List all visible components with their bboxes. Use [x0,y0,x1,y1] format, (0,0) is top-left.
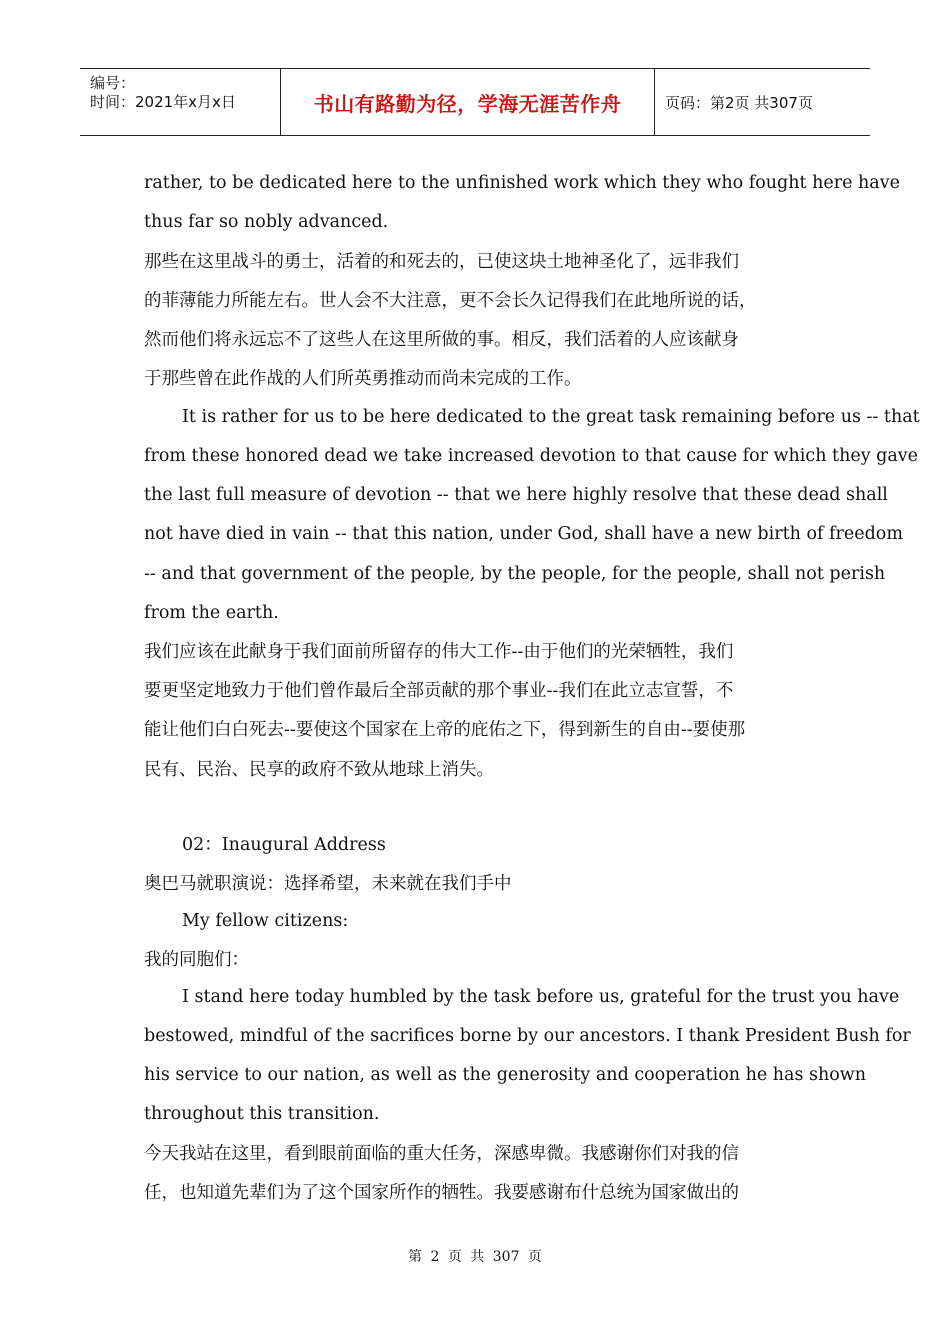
document-number-label: 编号： [90,74,136,92]
section-heading: 02：Inaugural Address [182,835,386,855]
body-line: 于那些曾在此作战的人们所英勇推动而尚未完成的工作。 [144,369,582,389]
body-line: from these honored dead we take increased devotion to that cause for which they gave [144,446,919,466]
body-line: I stand here today humbled by the task before us, grateful for the trust you have [182,987,900,1007]
body-line: It is rather for us to be here dedicated to the great task remaining before us -- that [182,407,920,427]
body-line: from the earth. [144,603,279,623]
header-motto: 书山有路勤为径，学海无涯苦作舟 [313,91,622,116]
body-line: bestowed, mindful of the sacrifices borne by our ancestors. I thank President Bush for [144,1026,911,1046]
body-line: his service to our nation, as well as the generosity and cooperation he has shown [144,1065,867,1085]
body-line: 我的同胞们： [144,950,249,970]
header-page-label: 页码：第2页 共307页 [665,93,813,112]
body-line: thus far so nobly advanced. [144,212,389,232]
body-line: 奥巴马就职演说：选择希望，未来就在我们手中 [144,874,512,894]
body-line: 任，也知道先辈们为了这个国家所作的牺牲。我要感谢布什总统为国家做出的 [144,1183,739,1203]
body-line: 要更坚定地致力于他们曾作最后全部贡献的那个事业--我们在此立志宣誓，不 [144,681,734,701]
body-line: rather, to be dedicated here to the unfinished work which they who fought here have [144,173,900,193]
page-footer: 第 2 页 共 307 页 [408,1249,542,1265]
body-line: 今天我站在这里，看到眼前面临的重大任务，深感卑微。我感谢你们对我的信 [144,1144,739,1164]
page-header [80,68,870,136]
body-line: not have died in vain -- that this nation, under God, shall have a new birth of freedom [144,524,903,544]
header-meta-cell [80,69,281,135]
document-date-label: 时间：2021年x月x日 [90,93,236,111]
body-line: 能让他们白白死去--要使这个国家在上帝的庇佑之下，得到新生的自由--要使那 [144,720,746,740]
body-line: 民有、民治、民享的政府不致从地球上消失。 [144,760,494,780]
body-line: throughout this transition. [144,1104,380,1124]
body-line: 然而他们将永远忘不了这些人在这里所做的事。相反，我们活着的人应该献身 [144,330,739,350]
body-line: 的菲薄能力所能左右。世人会不大注意，更不会长久记得我们在此地所说的话， [144,291,757,311]
header-motto-cell [281,69,655,135]
body-line: 我们应该在此献身于我们面前所留存的伟大工作--由于他们的光荣牺牲，我们 [144,642,734,662]
body-line: the last full measure of devotion -- that we here highly resolve that these dead shall [144,485,888,505]
body-line: 那些在这里战斗的勇士，活着的和死去的，已使这块土地神圣化了，远非我们 [144,252,739,272]
body-line: -- and that government of the people, by the people, for the people, shall not perish [144,564,886,584]
header-page-cell [655,69,870,135]
body-line: My fellow citizens: [182,911,349,931]
